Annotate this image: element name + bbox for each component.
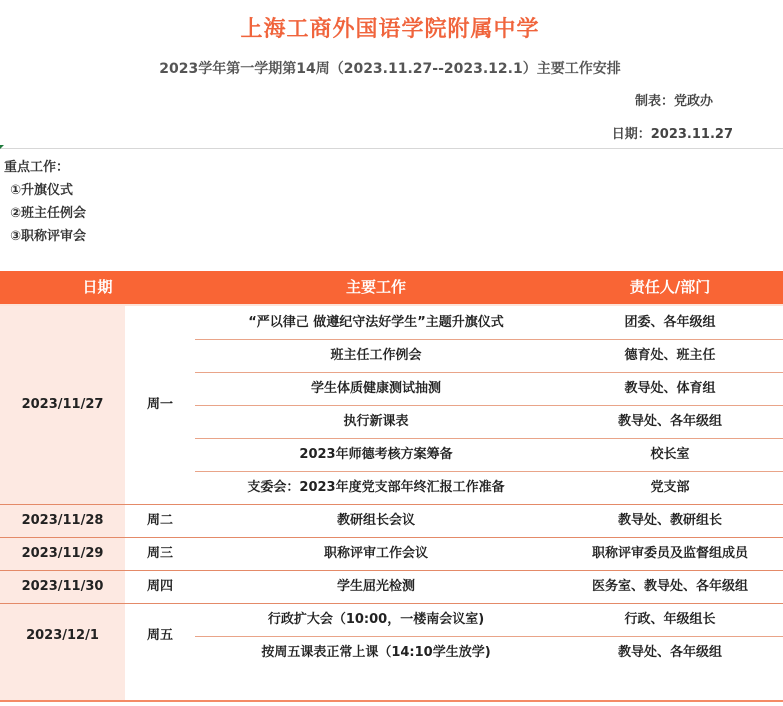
row-owner: 德育处、班主任 — [624, 348, 716, 363]
row-owner: 教导处、各年级组 — [617, 645, 722, 660]
row-owner: 教导处、教研组长 — [617, 513, 722, 528]
row-weekday: 周四 — [146, 579, 173, 594]
row-owner: 教导处、各年级组 — [617, 414, 722, 429]
row-work: 教研组长会议 — [336, 513, 415, 528]
row-work: 支委会：2023年度党支部年终汇报工作准备 — [247, 480, 505, 495]
maker-label: 制表：党政办 — [634, 94, 713, 109]
document-subtitle: 2023学年第一学期第14周（2023.11.27--2023.12.1）主要工作安排 — [159, 61, 621, 77]
row-weekday: 周一 — [146, 397, 173, 412]
row-work: 行政扩大会（10:00，一楼南会议室) — [267, 612, 485, 627]
focus-item: ②班主任例会 — [10, 206, 87, 221]
date-label: 日期：2023.11.27 — [611, 127, 733, 142]
row-work: 执行新课表 — [343, 414, 409, 429]
row-work: 学生屈光检测 — [336, 579, 415, 594]
cell-comment-marker — [0, 145, 4, 149]
focus-section — [4, 156, 86, 248]
section-divider — [0, 148, 783, 149]
row-weekday: 周五 — [146, 628, 173, 643]
row-date: 2023/12/1 — [26, 628, 99, 643]
header-work: 主要工作 — [345, 278, 406, 296]
focus-item: ③职称评审会 — [10, 229, 87, 244]
row-work: 2023年师德考核方案筹备 — [299, 447, 453, 462]
document-title: 上海工商外国语学院附属中学 — [240, 17, 540, 42]
header-owner: 责任人/部门 — [629, 278, 711, 296]
row-owner: 党支部 — [650, 480, 690, 495]
row-owner: 职称评审委员及监督组成员 — [591, 546, 748, 561]
row-owner: 教导处、体育组 — [624, 381, 716, 396]
row-owner: 团委、各年级组 — [624, 315, 716, 330]
focus-item: ①升旗仪式 — [10, 183, 74, 198]
row-work: 职称评审工作会议 — [323, 546, 428, 561]
row-work: 学生体质健康测试抽测 — [310, 381, 441, 396]
row-weekday: 周三 — [146, 546, 173, 561]
row-work: 按周五课表正常上课（14:10学生放学) — [261, 645, 491, 660]
row-date: 2023/11/28 — [21, 513, 104, 528]
row-owner: 行政、年级组长 — [624, 612, 716, 627]
row-date: 2023/11/29 — [21, 546, 104, 561]
header-date: 日期 — [82, 278, 113, 296]
row-date: 2023/11/27 — [21, 397, 104, 412]
table-header — [0, 271, 783, 304]
row-work: 班主任工作例会 — [330, 348, 422, 363]
row-date: 2023/11/30 — [21, 579, 104, 594]
row-work: “严以律己 做遵纪守法好学生”主题升旗仪式 — [248, 315, 504, 330]
focus-heading: 重点工作： — [4, 160, 70, 175]
row-weekday: 周二 — [146, 513, 173, 528]
row-owner: 医务室、教导处、各年级组 — [591, 579, 748, 594]
table-bottom-border — [0, 700, 783, 702]
row-owner: 校长室 — [650, 447, 690, 462]
